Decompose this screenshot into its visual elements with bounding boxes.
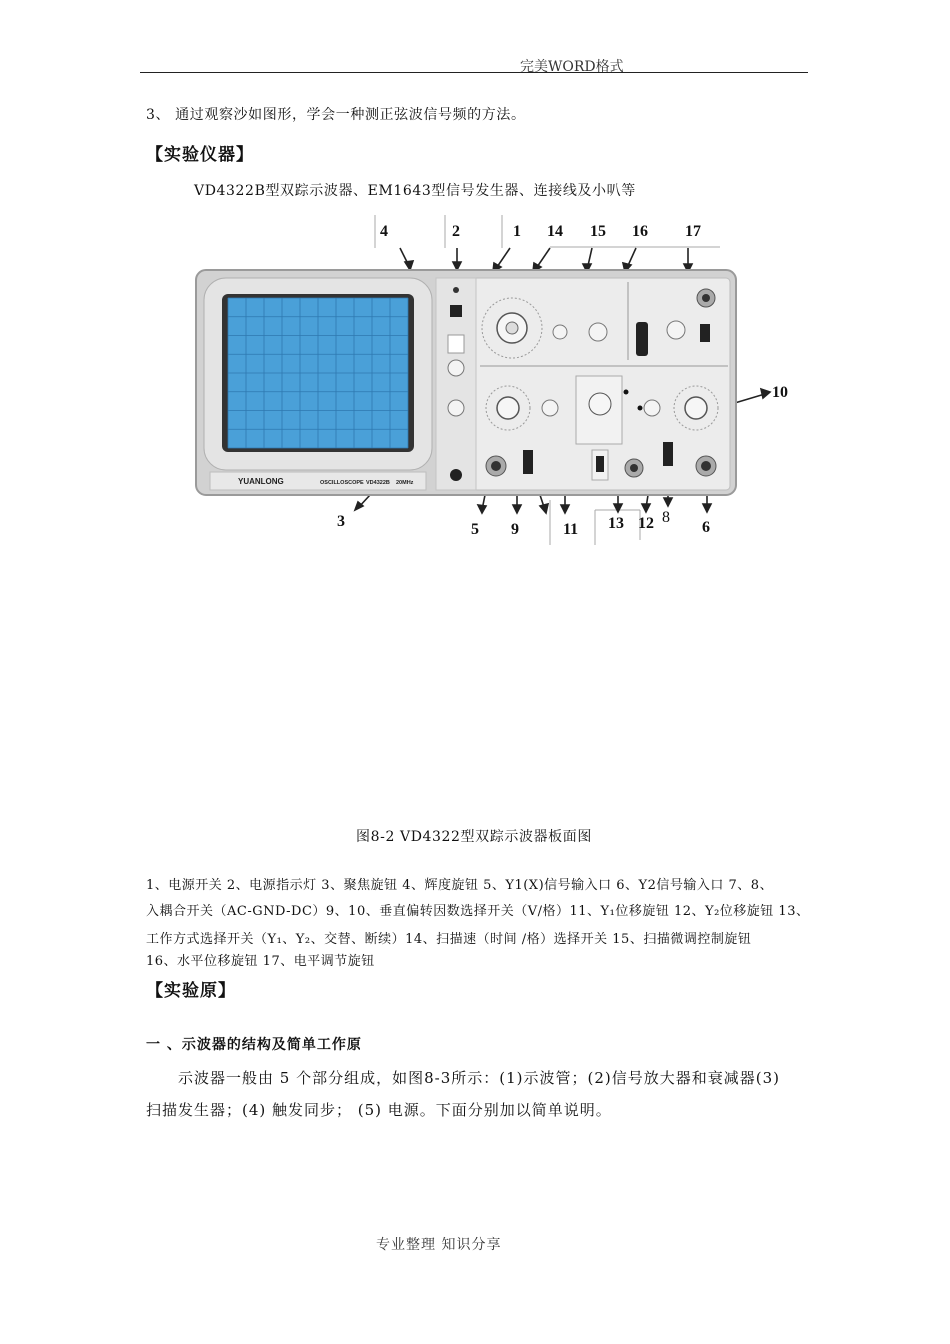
page-header: 完美WORD格式 bbox=[520, 59, 624, 75]
oscilloscope-figure bbox=[140, 210, 820, 555]
callout-label-5: 5 bbox=[471, 521, 479, 538]
legend-line-3: 工作方式选择开关（Y₁、Y₂、交替、断续）14、扫描速（时间 /格）选择开关 15、扫描微调控制旋钮 bbox=[146, 932, 752, 947]
subsection-heading: 一 、示波器的结构及简单工作原 bbox=[146, 1037, 362, 1053]
ch1-volts-div-knob bbox=[497, 397, 519, 419]
mode-switch bbox=[596, 456, 604, 472]
model-text-label: OSCILLOSCOPE bbox=[320, 480, 364, 486]
callout-label-17: 17 bbox=[685, 223, 701, 240]
callout-label-16: 16 bbox=[632, 223, 648, 240]
power-switch bbox=[450, 305, 462, 317]
ch2-volts-div-knob bbox=[685, 397, 707, 419]
legend-line-2: 入耦合开关（AC-GND-DC）9、10、垂直偏转因数选择开关（V/格）11、Y₁位移旋钮 12、Y₂位移旋钮 13、 bbox=[146, 904, 810, 919]
callout-label-11: 11 bbox=[563, 521, 579, 538]
equipment-line: VD4322B型双踪示波器、EM1643型信号发生器、连接线及小叭等 bbox=[194, 183, 636, 199]
horizontal-position-knob bbox=[589, 323, 607, 341]
section-equipment-heading: 【实验仪器】 bbox=[146, 145, 254, 165]
frequency-label: 20MHz bbox=[396, 480, 414, 486]
ch1-position-knob bbox=[542, 400, 558, 416]
intensity-knob bbox=[448, 360, 464, 376]
callout-label-15: 15 bbox=[590, 223, 606, 240]
callout-label-3: 3 bbox=[337, 513, 345, 530]
model-number-label: VD4322B bbox=[366, 480, 390, 486]
page-footer: 专业整理 知识分享 bbox=[376, 1237, 502, 1253]
callout-label-1: 1 bbox=[513, 223, 521, 240]
callout-label-13: 13 bbox=[608, 515, 624, 532]
callout-label-4: 4 bbox=[380, 223, 388, 240]
calibration-terminal bbox=[450, 469, 462, 481]
legend-line-1: 1、电源开关 2、电源指示灯 3、聚焦旋钮 4、辉度旋钮 5、Y1(X)信号输入口 6、Y2信号输入口 7、8、 bbox=[146, 878, 774, 893]
focus-knob bbox=[448, 400, 464, 416]
power-indicator-icon bbox=[453, 287, 459, 293]
ch1-coupling-switch bbox=[523, 450, 533, 474]
callout-label-14: 14 bbox=[547, 223, 563, 240]
section-principle-heading: 【实验原】 bbox=[146, 981, 236, 1001]
trigger-mode-switch bbox=[636, 322, 648, 356]
ch2-coupling-switch bbox=[663, 442, 673, 466]
header-rule bbox=[140, 72, 808, 73]
intro-item-3: 3、 通过观察沙如图形，学会一种测正弦波信号频的方法。 bbox=[146, 107, 526, 123]
callout-label-2: 2 bbox=[452, 223, 460, 240]
figure-caption: 图8-2 VD4322型双踪示波器板面图 bbox=[356, 829, 592, 845]
legend-line-4: 16、水平位移旋钮 17、电平调节旋钮 bbox=[146, 954, 375, 969]
ch2-position-knob bbox=[644, 400, 660, 416]
callout-label-6: 6 bbox=[702, 519, 710, 536]
paragraph-line-1: 示波器一般由 5 个部分组成，如图8-3所示：(1)示波管；(2)信号放大器和衰减器(3) bbox=[178, 1069, 780, 1087]
mode-knob bbox=[589, 393, 611, 415]
sweep-vernier-knob bbox=[553, 325, 567, 339]
callout-label-8: 8 bbox=[662, 509, 670, 526]
paragraph-line-2: 扫描发生器；(4) 触发同步； (5) 电源。下面分别加以简单说明。 bbox=[146, 1101, 612, 1119]
callout-label-10: 10 bbox=[772, 384, 788, 401]
trigger-source-switch bbox=[700, 324, 710, 342]
brand-label: YUANLONG bbox=[238, 477, 284, 486]
callout-label-9: 9 bbox=[511, 521, 519, 538]
level-knob bbox=[667, 321, 685, 339]
callout-label-12: 12 bbox=[638, 515, 654, 532]
